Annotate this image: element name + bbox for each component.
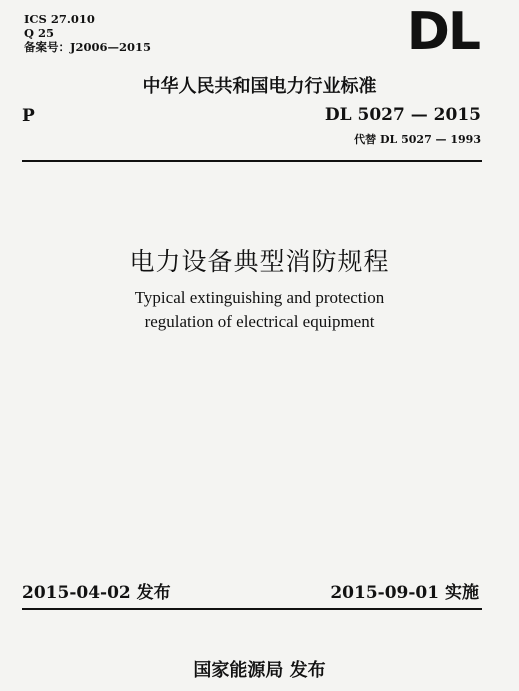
title-english-line1: Typical extinguishing and protection bbox=[134, 288, 385, 307]
standard-number: DL 5027 — 2015 bbox=[324, 105, 481, 125]
class-code: Q 25 bbox=[24, 26, 55, 40]
dl-logo: DL bbox=[406, 2, 479, 62]
category-letter: P bbox=[22, 106, 35, 126]
title-chinese: 电力设备典型消防规程 bbox=[129, 247, 390, 276]
standard-type: 中华人民共和国电力行业标准 bbox=[142, 76, 377, 97]
filing-number: 备案号：J2006—2015 bbox=[24, 40, 151, 54]
title-english-line2: regulation of electrical equipment bbox=[144, 312, 375, 331]
top-rule bbox=[22, 160, 482, 162]
replaces-standard: 代替 DL 5027 — 1993 bbox=[354, 133, 481, 146]
publish-date: 2015-04-02 发布 bbox=[22, 583, 171, 603]
implement-date: 2015-09-01 实施 bbox=[330, 583, 479, 603]
bottom-rule bbox=[22, 608, 482, 610]
issuing-authority: 国家能源局 发布 bbox=[193, 660, 326, 681]
ics-code: ICS 27.010 bbox=[24, 12, 95, 26]
